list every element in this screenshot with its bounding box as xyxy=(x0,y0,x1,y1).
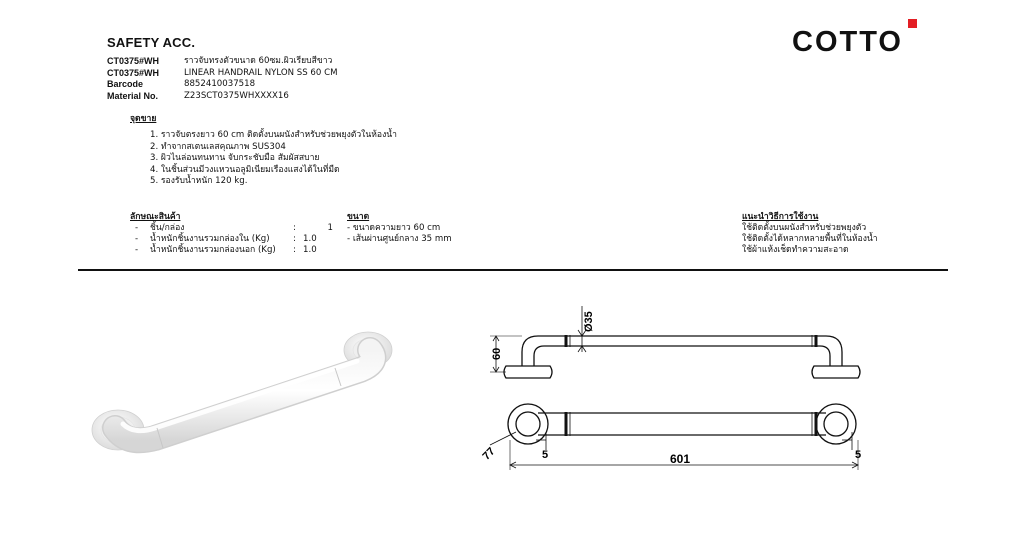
features-section xyxy=(130,212,345,256)
features-title: ลักษณะสินค้า xyxy=(130,212,181,222)
list-item: - ขนาดความยาว 60 cm xyxy=(347,223,441,233)
row-value: 1 xyxy=(327,223,333,233)
usage-title: แนะนำวิธีการใช้งาน xyxy=(742,212,819,222)
dim-diameter: Ø35 xyxy=(583,311,595,332)
dim-offset-right: 5 xyxy=(855,449,862,461)
info-label: Barcode xyxy=(107,79,144,89)
size-section xyxy=(347,212,452,245)
info-value: LINEAR HANDRAIL NYLON SS 60 CM xyxy=(184,67,338,78)
row-value: 1.0 xyxy=(303,234,317,244)
row-colon: : xyxy=(293,223,296,233)
info-label: Material No. xyxy=(107,90,159,101)
row-colon: : xyxy=(293,234,296,244)
brand-logo: COTTO xyxy=(792,26,903,58)
row-dash: - xyxy=(135,245,139,255)
list-item: ใช้ผ้าแห้งเช็ดทำความสะอาด xyxy=(742,245,849,255)
dim-length: 601 xyxy=(670,452,691,466)
row-colon: : xyxy=(293,245,296,255)
dim-angle: 77 xyxy=(480,445,498,463)
list-item: 5. รองรับน้ำหนัก 120 kg. xyxy=(150,176,248,186)
info-row xyxy=(107,68,338,80)
list-item: ใช้ติดตั้งบนผนังสำหรับช่วยพยุงตัว xyxy=(742,223,867,233)
product-info xyxy=(107,56,338,102)
info-value: ราวจับทรงตัวขนาด 60ซม.ผิวเรียบสีขาว xyxy=(184,56,333,66)
list-item: 4. ในชิ้นส่วนมีวงแหวนอลูมิเนียมเรืองแสงได้ในที่มืด xyxy=(150,164,340,175)
list-item: - เส้นผ่านศูนย์กลาง 35 mm xyxy=(347,234,452,244)
info-row xyxy=(107,91,338,103)
selling-points-list xyxy=(150,130,397,188)
info-value: Z23SCT0375WHXXXX16 xyxy=(184,90,289,101)
table-row xyxy=(130,223,345,234)
info-label: CT0375#WH xyxy=(107,56,160,66)
handrail-photo xyxy=(85,320,395,460)
info-row xyxy=(107,79,338,91)
row-dash: - xyxy=(135,223,139,233)
dim-offset-left: 5 xyxy=(542,449,549,461)
size-title: ขนาด xyxy=(347,212,370,222)
page-title: SAFETY ACC. xyxy=(107,35,196,50)
info-label: CT0375#WH xyxy=(107,67,160,78)
info-value: 8852410037518 xyxy=(184,79,256,89)
list-item: 3. ผิวไนล่อนทนทาน จับกระชับมือ สัมผัสสบาย xyxy=(150,153,320,163)
brand-logo-square xyxy=(908,19,917,28)
list-item: 2. ทำจากสเตนเลสคุณภาพ SUS304 xyxy=(150,141,286,152)
selling-points-title: จุดขาย xyxy=(130,114,157,124)
row-dash: - xyxy=(135,234,139,244)
row-label: ชิ้น/กล่อง xyxy=(150,223,185,233)
list-item: ใช้ติดตั้งได้หลากหลายพื้นที่ในห้องน้ำ xyxy=(742,234,878,244)
table-row xyxy=(130,234,345,245)
row-label: น้ำหนักชิ้นงานรวมกล่องใน (Kg) xyxy=(150,234,270,244)
row-value: 1.0 xyxy=(303,245,317,255)
usage-section xyxy=(742,212,878,256)
row-label: น้ำหนักชิ้นงานรวมกล่องนอก (Kg) xyxy=(150,245,276,255)
list-item: 1. ราวจับตรงยาว 60 cm ติดตั้งบนผนังสำหรับช่วยพยุงตัวในห้องน้ำ xyxy=(150,130,397,140)
technical-drawing xyxy=(470,300,890,475)
section-divider xyxy=(78,269,948,271)
dim-height: 60 xyxy=(491,347,503,360)
info-row xyxy=(107,56,338,68)
table-row xyxy=(130,245,345,256)
